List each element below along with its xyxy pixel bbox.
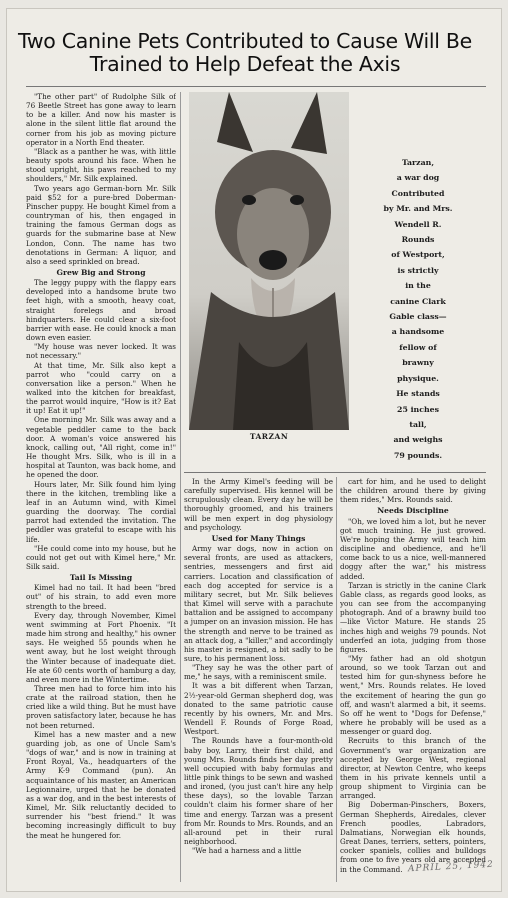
- paragraph: Three men had to force him into his crate at the railroad station, then he cried like a wild thing. But he must have proven satisfactory later, because he has not been returned.: [26, 684, 176, 730]
- paragraph: It was a bit different when Tarzan, 2½-year-old German shepherd dog, was donated to the same patriotic cause recently by his owners, Mr. and Mrs. Wendell F. Rounds of Forge Road, Westport.: [184, 681, 333, 737]
- paragraph: "The other part" of Rudolphe Silk of 76 Beetle Street has gone away to learn to be a killer. And now his master is alone in the silent little flat around the corner from his job as moving picture operator in a North End theater.: [26, 92, 176, 147]
- paragraph: "Black as a panther he was, with little beauty spots around his face. When he stood upright, his paws reached to my shoulders," Mr. Silk explained.: [26, 146, 176, 184]
- photo-caption: TARZAN: [249, 432, 289, 441]
- side-caption-line: physique.: [397, 373, 439, 383]
- paragraph: "We had a harness and a little: [192, 846, 302, 856]
- subheading: Tail Is Missing: [69, 573, 133, 583]
- paragraph: "My father had an old shotgun around, so we took Tarzan out and tested him for gun-shyness before he went," Mrs. Rounds relates. He loved the excitement of hearing the gun go off, and wasn't alarmed a bit, it seems. So off he went to "Dogs for Defense," where he probably will be used as a messenger or guard dog.: [340, 653, 486, 737]
- german-shepherd-image: [189, 92, 349, 430]
- date-stamp: APRIL 25, 1942: [407, 859, 495, 875]
- subheading: Grew Big and Strong: [56, 267, 146, 277]
- side-caption-line: a handsome: [391, 327, 445, 337]
- paragraph: Kimel has a new master and a new guarding job, as one of Uncle Sam's "dogs of war," and is now in training at Front Royal, Va., headquarters of the Army K-9 Command (pun). An acquaintance of his master, an American Legionnaire, urged that he be donated as a war dog, and in the best interests of Kimel, Mr. Silk reluctantly decided to surrender his "best friend." It was becoming increasingly difficult to buy the meat he hungered for.: [26, 729, 176, 840]
- side-caption-line: Rounds: [401, 235, 435, 245]
- side-caption-line: Tarzan,: [401, 158, 435, 167]
- paragraph: "Oh, we loved him a lot, but he never got much training. He just growed. We're hoping the Army will teach him discipline and obedience, and he'll come back to us a nice, well-mannered doggy after the war," his mistress added.: [340, 516, 486, 581]
- paragraph: "They say he was the other part of me," he says, with a reminiscent smile.: [184, 663, 333, 682]
- paragraph: Every day, through November, Kimel went swimming at Fort Phoenix. "It made him strong and healthy," his owner says. He weighed 55 pounds when he went away, but he lost weight through the Winter because of inadequate diet. He ate 60 cents worth of hamburg a day, and even more in the Wintertime.: [26, 610, 176, 684]
- paragraph: Army war dogs, now in action on several fronts, are used as attackers, sentries, messengers and first aid carriers. Location and classification of each dog accepted for service is a military secret, but Mr. Silk believes that Kimel will serve with a parachute battalion and be assigned to accompany a jumper on an invasion mission. He has the strength and nerve to be trained as an attack dog, a "killer," and accordingly his master is resigned, a bit sadly to be sure, to his permanent loss.: [184, 544, 333, 663]
- side-caption-line: Contributed: [391, 188, 445, 198]
- paragraph: At that time, Mr. Silk also kept a parrot who "could carry on a conversation like a person." When he walked into the kitchen for breakfast, the parrot would inquire, "How is it? Eat it up! Eat it up!": [26, 360, 176, 416]
- side-caption-line: 25 inches: [397, 404, 439, 414]
- paragraph: "My house was never locked. It was not necessary.": [26, 342, 176, 361]
- paragraph: cart for him, and he used to delight the children around there by giving them rides," Mrs. Rounds said.: [340, 477, 486, 505]
- headline: Two Canine Pets Contributed to Cause Will Be Trained to Help Defeat the Axis: [18, 29, 472, 76]
- column-divider: [180, 92, 181, 882]
- side-caption-line: He stands: [396, 389, 440, 399]
- photo-rule: [184, 472, 486, 473]
- paragraph: The Rounds have a four-month-old baby boy, Larry, their first child, and young Mrs. Rounds finds her day pretty well occupied with baby formulas and little pink things to be sewn and washed and ironed, (you just can't hire any help these days), so the lovable Tarzan couldn't claim his former share of her time and energy. Tarzan was a present from Mr. Rounds to Mrs. Rounds, and an all-around pet in their rural neighborhood.: [184, 736, 333, 847]
- side-caption-line: canine Clark: [390, 296, 446, 306]
- side-caption: [360, 155, 476, 463]
- article-column-1: [26, 92, 176, 884]
- paragraph: Hours later, Mr. Silk found him lying there in the kitchen, trembling like a leaf in an Autumn wind, with Kimel guarding the doorway. The cordial parrot had extended the invitation. The peddler was grateful to escape with his life.: [26, 479, 176, 544]
- paragraph: One morning Mr. Silk was away and a vegetable peddler came to the back door. A woman's voice answered his knock, calling out, "All right, come in!" He thought Mrs. Silk, who is ill in a hospital at Taunton, was back home, and he opened the door.: [26, 415, 176, 480]
- paragraph: Tarzan is strictly in the canine Clark Gable class, as regards good looks, as you can see from the accompanying photograph. And of a brawny build too—like Victor Mature. He stands 25 inches high and weighs 79 pounds. Not underfed an iota, judging from those figures.: [340, 580, 486, 654]
- paragraph: "He could come into my house, but he could not get out with Kimel here," Mr. Silk said.: [26, 543, 176, 571]
- paragraph: Two years ago German-born Mr. Silk paid $52 for a pure-bred Doberman-Pinscher puppy. He bought Kimel from a countryman of his, then engaged in training the famous German dogs as guards for the submarine base at New London, Conn. The name has two denotations in German: A liquor, and also a seed sprinkled on bread.: [26, 183, 176, 266]
- article-column-3: [340, 477, 486, 882]
- headline-rule: [26, 86, 486, 87]
- side-caption-line: of Westport,: [391, 250, 445, 260]
- paragraph: Big Doberman-Pinschers, Boxers, German Shepherds, Airedales, clever French poodles, Labradors, Dalmatians, Norwegian elk hounds, Great Danes, terriers, setters, pointers, cocker spaniels, collies and bulldogs from one to five years old are accepted in the Command.: [340, 800, 486, 874]
- side-caption-line: is strictly: [397, 265, 439, 275]
- side-caption-line: in the: [405, 281, 431, 291]
- side-caption-line: 79 pounds.: [393, 450, 443, 460]
- column-divider: [336, 477, 337, 882]
- subheading: Used for Many Things: [211, 533, 306, 543]
- side-caption-line: a war dog: [396, 173, 440, 183]
- side-caption-line: and weighs: [393, 435, 443, 445]
- side-caption-line: by Mr. and Mrs.: [383, 204, 453, 214]
- article-column-2: [184, 477, 333, 882]
- side-caption-line: tall,: [409, 419, 427, 429]
- paragraph: Recruits to this branch of the Government's war organization are accepted by George West, regional director, at Newton Centre, who keeps them in his private kennels until a group shipment to Virginia can be arranged.: [340, 736, 486, 801]
- side-caption-line: Wendell R.: [394, 219, 442, 229]
- side-caption-line: Gable class—: [389, 312, 447, 322]
- side-caption-line: fellow of: [399, 342, 437, 352]
- tarzan-dog-photo: [189, 92, 349, 430]
- paragraph: Kimel had no tail. It had been "bred out" of his strain, to add even more strength to the breed.: [26, 583, 176, 611]
- subheading: Needs Discipline: [377, 506, 449, 516]
- paragraph: In the Army Kimel's feeding will be carefully supervised. His kennel will be scrupulously clean. Every day he will be thoroughly groomed, and his trainers will be men expert in dog physiology and psychology.: [184, 477, 333, 532]
- paragraph: The leggy puppy with the flappy ears developed into a handsome brute two feet high, with a smooth, heavy coat, straight forelegs and broad hindquarters. He could clear a six-foot barrier with ease. He could knock a man down even easier.: [26, 278, 176, 343]
- side-caption-line: brawny: [402, 358, 434, 368]
